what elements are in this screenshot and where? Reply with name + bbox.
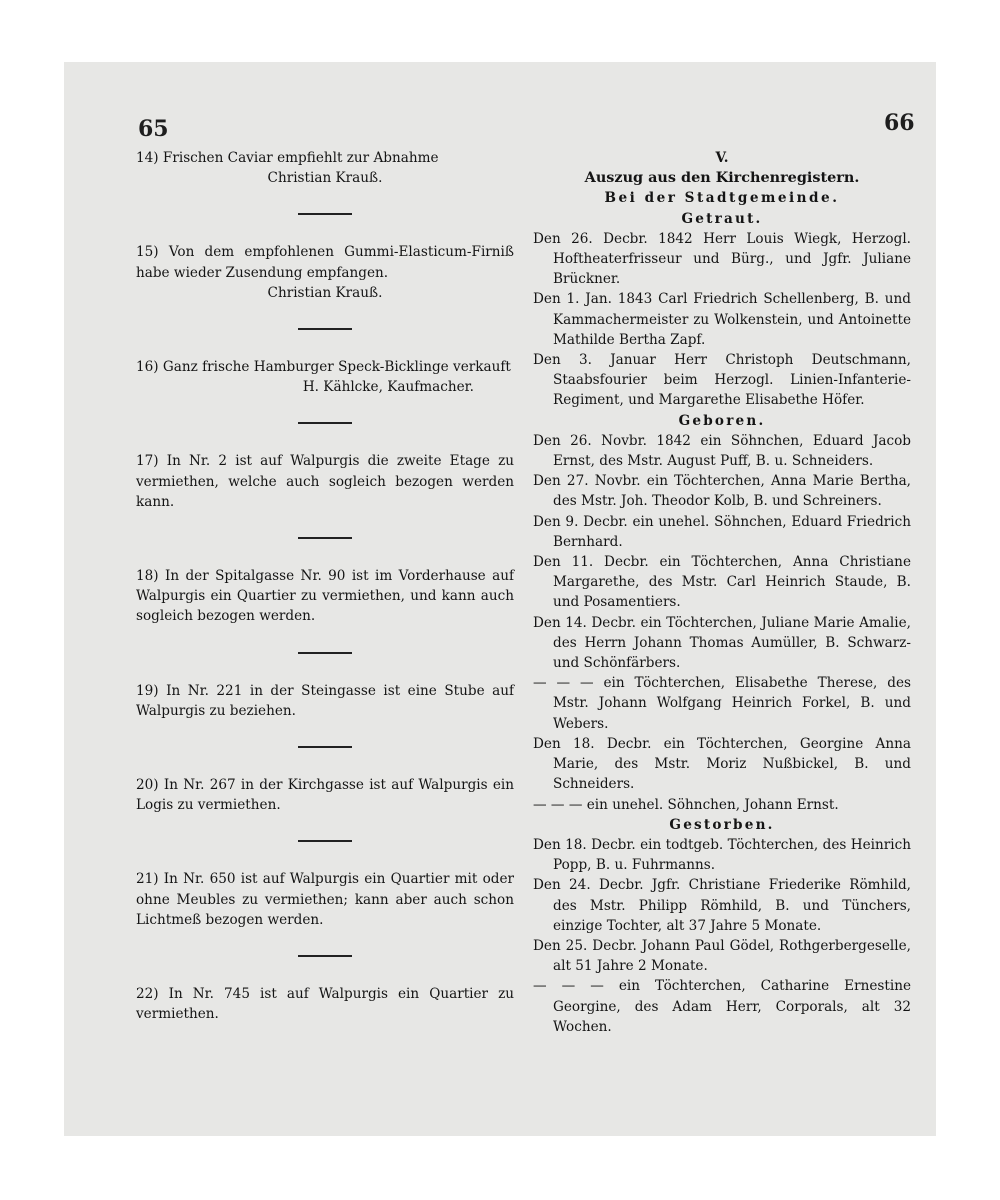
parish-heading: Bei der Stadtgemeinde. <box>604 190 840 207</box>
separator-rule <box>298 537 352 539</box>
register-entry: Den 9. Decbr. ein unehel. Söhnchen, Eduard Friedrich Bernhard. <box>533 513 911 550</box>
register-entry: Den 26. Novbr. 1842 ein Söhnchen, Eduard Jacob Ernst, des Mstr. August Puff, B. u. Schneiders. <box>533 432 911 470</box>
advertisement-21 <box>136 869 514 930</box>
register-entry: Den 24. Decbr. Jgfr. Christiane Friederike Römhild, des Mstr. Philipp Römhild, B. und Tünchers, einzige Tochter, alt 37 Jahre 5 Monate. <box>533 877 911 934</box>
register-entry: Den 3. Januar Herr Christoph Deutschmann, Staabsfourier beim Herzogl. Linien-Infanterie-Regiment, und Margarethe Elisabethe Höfer. <box>533 352 911 409</box>
register-entry: — — — ein Töchterchen, Catharine Ernestine Georgine, des Adam Herr, Corporals, alt 32 Wochen. <box>533 978 911 1035</box>
advertisement-text: 15) Von dem empfohlenen Gummi-Elasticum-Firniß habe wieder Zusendung empfangen. <box>136 244 514 281</box>
register-entry: Den 25. Decbr. Johann Paul Gödel, Rothgerbergeselle, alt 51 Jahre 2 Monate. <box>533 937 911 975</box>
advertisement-17 <box>136 451 514 512</box>
advertisement-text: 22) In Nr. 745 ist auf Walpurgis ein Quartier zu vermiethen. <box>136 986 514 1023</box>
register-entry: Den 18. Decbr. ein todtgeb. Töchterchen, des Heinrich Popp, B. u. Fuhrmanns. <box>533 836 911 874</box>
advertisement-text: 19) In Nr. 221 in der Steingasse ist eine Stube auf Walpurgis zu beziehen. <box>136 682 514 719</box>
separator-rule <box>298 652 352 654</box>
married-heading: Getraut. <box>681 210 763 227</box>
separator-rule <box>298 422 352 424</box>
advertisement-text: 20) In Nr. 267 in der Kirchgasse ist auf Walpurgis ein Logis zu vermiethen. <box>136 777 514 814</box>
register-entry: Den 18. Decbr. ein Töchterchen, Georgine Anna Marie, des Mstr. Moriz Nußbickel, B. und Schneiders. <box>533 735 911 793</box>
register-entry: Den 1. Jan. 1843 Carl Friedrich Schellenberg, B. und Kammachermeister zu Wolkenstein, und Antoinette Mathilde Bertha Zapf. <box>533 291 911 348</box>
separator-rule <box>298 840 352 842</box>
advertisement-text: 16) Ganz frische Hamburger Speck-Bicklinge verkauft <box>136 359 511 376</box>
advertisement-16 <box>136 357 514 397</box>
born-heading: Geboren. <box>678 412 766 429</box>
register-entry: Den 14. Decbr. ein Töchterchen, Juliane Marie Amalie, des Herrn Johann Thomas Aumüller, B. Schwarz- und Schönfärbers. <box>533 614 911 672</box>
advertisement-signature: Christian Krauß. <box>267 170 383 187</box>
register-entry: Den 26. Decbr. 1842 Herr Louis Wiegk, Herzogl. Hoftheaterfrisseur und Bürg., und Jgfr. Juliane Brückner. <box>533 230 911 288</box>
advertisement-text: 21) In Nr. 650 ist auf Walpurgis ein Quartier mit oder ohne Meubles zu vermiethen; kann aber auch schon Lichtmeß bezogen werden. <box>136 871 514 928</box>
separator-rule <box>298 955 352 957</box>
register-entry: — — — ein unehel. Söhnchen, Johann Ernst. <box>533 796 839 813</box>
page-number-left: 65 <box>138 116 169 142</box>
separator-rule <box>298 213 352 215</box>
section-title: Auszug aus den Kirchenregistern. <box>584 169 860 187</box>
advertisement-18 <box>136 566 514 627</box>
died-heading: Gestorben. <box>669 816 775 833</box>
advertisement-22 <box>136 984 514 1024</box>
advertisement-text: 17) In Nr. 2 ist auf Walpurgis die zweite Etage zu vermiethen, welche auch sogleich bezogen werden kann. <box>136 453 514 510</box>
separator-rule <box>298 746 352 748</box>
section-number: V. <box>715 150 729 166</box>
church-register-column <box>533 148 911 1037</box>
advertisement-signature: Christian Krauß. <box>267 284 383 301</box>
advertisements-column <box>136 148 514 1024</box>
register-entry: — — — ein Töchterchen, Elisabethe Therese, des Mstr. Johann Wolfgang Heinrich Forkel, B. und Webers. <box>533 675 911 732</box>
page-number-right: 66 <box>884 110 915 136</box>
advertisement-15 <box>136 242 514 303</box>
advertisement-20 <box>136 775 514 815</box>
advertisement-19 <box>136 681 514 721</box>
advertisement-14 <box>136 148 514 188</box>
register-entry: Den 27. Novbr. ein Töchterchen, Anna Marie Bertha, des Mstr. Joh. Theodor Kolb, B. und Schreiners. <box>533 473 911 510</box>
advertisement-signature: H. Kählcke, Kaufmacher. <box>302 379 474 396</box>
separator-rule <box>298 328 352 330</box>
advertisement-text: 18) In der Spitalgasse Nr. 90 ist im Vorderhause auf Walpurgis ein Quartier zu vermiethen, und kann auch sogleich bezogen werden. <box>136 568 514 625</box>
advertisement-text: 14) Frischen Caviar empfiehlt zur Abnahme <box>136 150 439 166</box>
register-entry: Den 11. Decbr. ein Töchterchen, Anna Christiane Margarethe, des Mstr. Carl Heinrich Staude, B. und Posamentiers. <box>533 554 911 611</box>
